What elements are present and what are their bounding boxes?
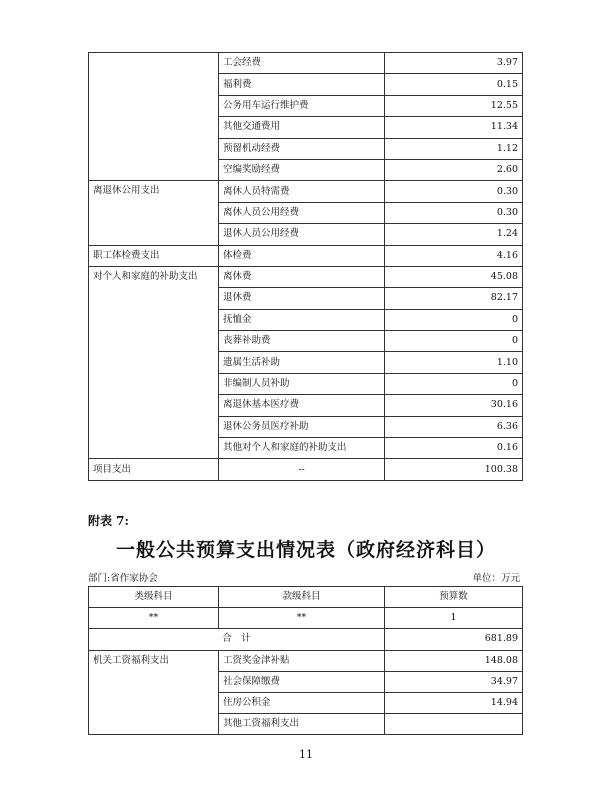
item-cell: 工资奖金津补贴 [219, 650, 385, 671]
item-cell: 退休人员公用经费 [219, 224, 385, 245]
item-cell: 工会经费 [219, 53, 385, 74]
amount-cell: 6.36 [385, 416, 523, 437]
amount-cell: 4.16 [385, 245, 523, 266]
amount-cell: 1.24 [385, 224, 523, 245]
item-cell: 预留机动经费 [219, 138, 385, 159]
category-cell: 机关工资福利支出 [89, 650, 219, 735]
item-cell: 非编制人员补助 [219, 373, 385, 394]
amount-cell: 0 [385, 309, 523, 330]
amount-cell: 0.15 [385, 74, 523, 95]
table-row [89, 266, 523, 287]
marker-cell: ** [89, 608, 219, 629]
item-cell: 其他对个人和家庭的补助支出 [219, 438, 385, 459]
table-row [89, 181, 523, 202]
amount-cell: 30.16 [385, 395, 523, 416]
amount-cell [385, 714, 523, 735]
total-value: 681.89 [385, 629, 523, 650]
amount-cell: 12.55 [385, 95, 523, 116]
header-row [89, 587, 523, 608]
category-cell: 项目支出 [89, 459, 219, 480]
table-row [89, 53, 523, 74]
amount-cell: 11.34 [385, 117, 523, 138]
item-cell: 丧葬补助费 [219, 331, 385, 352]
header-cell: 款级科目 [219, 587, 385, 608]
item-cell: -- [219, 459, 385, 480]
annex-label: 附表 7: [88, 514, 129, 528]
item-cell: 离退休基本医疗费 [219, 395, 385, 416]
marker-cell: 1 [385, 608, 523, 629]
amount-cell: 82.17 [385, 288, 523, 309]
amount-cell: 0.30 [385, 202, 523, 223]
item-cell: 其他交通费用 [219, 117, 385, 138]
amount-cell: 148.08 [385, 650, 523, 671]
item-cell: 离休人员特需费 [219, 181, 385, 202]
item-cell: 离休费 [219, 266, 385, 287]
item-cell: 遗属生活补助 [219, 352, 385, 373]
amount-cell: 0 [385, 373, 523, 394]
project-row [89, 459, 523, 480]
amount-cell: 3.97 [385, 53, 523, 74]
item-cell: 离休人员公用经费 [219, 202, 385, 223]
amount-cell: 45.08 [385, 266, 523, 287]
category-cell: 离退休公用支出 [89, 181, 219, 245]
item-cell: 退休公务员医疗补助 [219, 416, 385, 437]
marker-cell: ** [219, 608, 385, 629]
page-title: 一般公共预算支出情况表（政府经济科目） [115, 539, 496, 561]
amount-cell: 34.97 [385, 671, 523, 692]
total-row [89, 629, 523, 650]
header-cell: 预算数 [385, 587, 523, 608]
marker-row [89, 608, 523, 629]
amount-cell: 100.38 [385, 459, 523, 480]
total-label: 合 计 [89, 629, 385, 650]
amount-cell: 1.10 [385, 352, 523, 373]
page-number: 11 [299, 748, 313, 761]
item-cell: 退休费 [219, 288, 385, 309]
item-cell: 公务用车运行维护费 [219, 95, 385, 116]
expenditure-table-continued [88, 52, 523, 481]
department-label: 部门:省作家协会 [88, 573, 158, 584]
item-cell: 住房公积金 [219, 692, 385, 713]
item-cell: 体检费 [219, 245, 385, 266]
economic-classification-table [88, 586, 523, 735]
item-cell: 抚恤金 [219, 309, 385, 330]
amount-cell: 0.16 [385, 438, 523, 459]
amount-cell: 14.94 [385, 692, 523, 713]
amount-cell: 1.12 [385, 138, 523, 159]
table-row [89, 650, 523, 671]
category-cell: 对个人和家庭的补助支出 [89, 266, 219, 459]
item-cell: 其他工资福利支出 [219, 714, 385, 735]
unit-label: 单位：万元 [472, 573, 520, 584]
header-cell: 类级科目 [89, 587, 219, 608]
amount-cell: 0.30 [385, 181, 523, 202]
item-cell: 社会保障缴费 [219, 671, 385, 692]
item-cell: 福利费 [219, 74, 385, 95]
category-cell [89, 53, 219, 181]
amount-cell: 0 [385, 331, 523, 352]
category-cell: 职工体检费支出 [89, 245, 219, 266]
table-row [89, 245, 523, 266]
item-cell: 空编奖励经费 [219, 159, 385, 180]
amount-cell: 2.60 [385, 159, 523, 180]
